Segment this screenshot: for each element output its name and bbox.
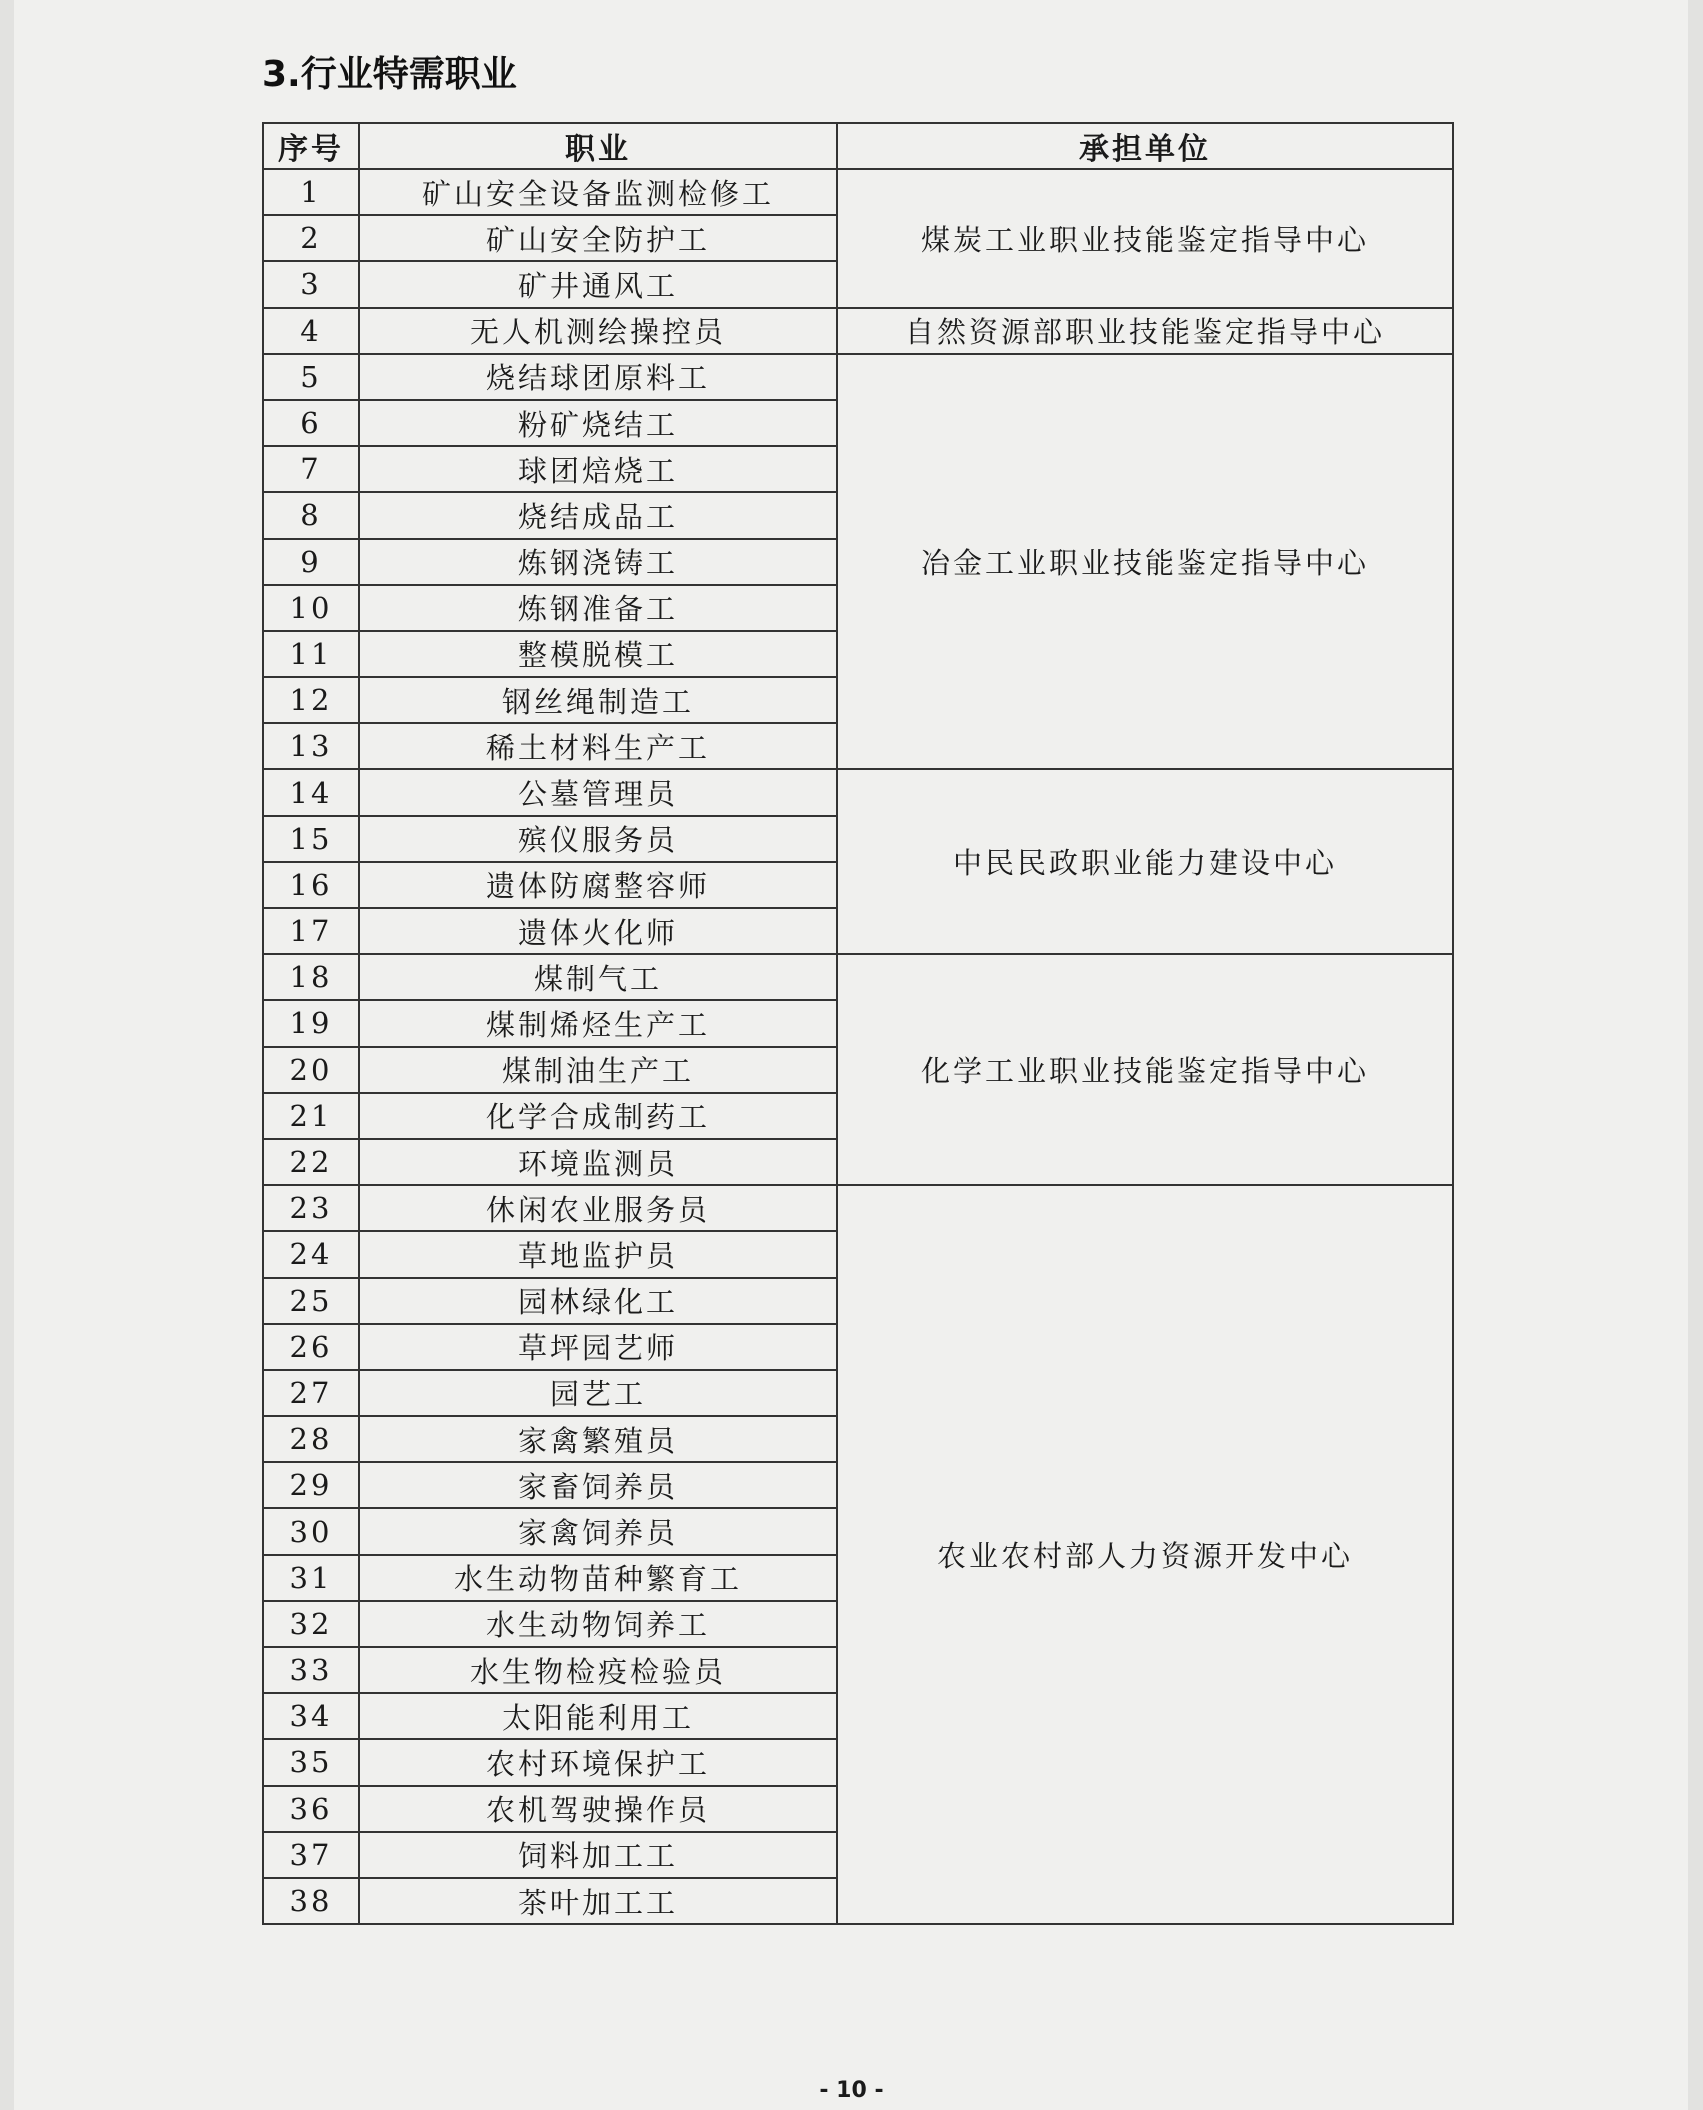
occupation-cell: 家畜饲养员 [359, 1462, 837, 1508]
serial-number-cell: 38 [263, 1878, 359, 1924]
serial-number-cell: 32 [263, 1601, 359, 1647]
occupation-cell: 水生动物饲养工 [359, 1601, 837, 1647]
serial-number-cell: 16 [263, 862, 359, 908]
table-row [263, 308, 1453, 354]
occupation-cell: 水生物检疫检验员 [359, 1647, 837, 1693]
serial-number-cell: 30 [263, 1508, 359, 1554]
occupation-cell: 家禽饲养员 [359, 1508, 837, 1554]
occupation-cell: 遗体防腐整容师 [359, 862, 837, 908]
page-number: - 10 - [819, 2078, 884, 2103]
occupation-cell: 家禽繁殖员 [359, 1416, 837, 1462]
occupation-cell: 烧结球团原料工 [359, 354, 837, 400]
occupation-cell: 无人机测绘操控员 [359, 308, 837, 354]
occupation-cell: 矿井通风工 [359, 261, 837, 307]
serial-number-cell: 26 [263, 1324, 359, 1370]
occupation-cell: 太阳能利用工 [359, 1693, 837, 1739]
serial-number-cell: 13 [263, 723, 359, 769]
serial-number-cell: 23 [263, 1185, 359, 1231]
occupation-cell: 公墓管理员 [359, 769, 837, 815]
occupation-cell: 整模脱模工 [359, 631, 837, 677]
serial-number-cell: 1 [263, 169, 359, 215]
occupation-cell: 烧结成品工 [359, 492, 837, 538]
responsible-unit-cell: 中民民政职业能力建设中心 [837, 769, 1453, 954]
serial-number-cell: 27 [263, 1370, 359, 1416]
serial-number-cell: 5 [263, 354, 359, 400]
occupation-cell: 稀土材料生产工 [359, 723, 837, 769]
occupation-cell: 草坪园艺师 [359, 1324, 837, 1370]
header-responsible-unit: 承担单位 [837, 123, 1453, 169]
responsible-unit-cell: 冶金工业职业技能鉴定指导中心 [837, 354, 1453, 770]
table-row [263, 354, 1453, 400]
occupation-cell: 农机驾驶操作员 [359, 1786, 837, 1832]
table-row [263, 169, 1453, 215]
serial-number-cell: 36 [263, 1786, 359, 1832]
occupation-cell: 农村环境保护工 [359, 1739, 837, 1785]
table-row [263, 954, 1453, 1000]
occupation-cell: 化学合成制药工 [359, 1093, 837, 1139]
occupation-cell: 遗体火化师 [359, 908, 837, 954]
section-title: 3.行业特需职业 [262, 54, 517, 95]
occupation-cell: 球团焙烧工 [359, 446, 837, 492]
serial-number-cell: 6 [263, 400, 359, 446]
occupation-cell: 休闲农业服务员 [359, 1185, 837, 1231]
serial-number-cell: 25 [263, 1278, 359, 1324]
occupation-cell: 矿山安全设备监测检修工 [359, 169, 837, 215]
header-serial-number: 序号 [263, 123, 359, 169]
serial-number-cell: 33 [263, 1647, 359, 1693]
serial-number-cell: 34 [263, 1693, 359, 1739]
occupation-cell: 环境监测员 [359, 1139, 837, 1185]
serial-number-cell: 4 [263, 308, 359, 354]
serial-number-cell: 28 [263, 1416, 359, 1462]
table-header-row [263, 123, 1453, 169]
occupation-cell: 殡仪服务员 [359, 816, 837, 862]
serial-number-cell: 21 [263, 1093, 359, 1139]
serial-number-cell: 15 [263, 816, 359, 862]
responsible-unit-cell: 自然资源部职业技能鉴定指导中心 [837, 308, 1453, 354]
occupation-cell: 煤制烯烃生产工 [359, 1000, 837, 1046]
serial-number-cell: 8 [263, 492, 359, 538]
table-row [263, 1185, 1453, 1231]
serial-number-cell: 11 [263, 631, 359, 677]
serial-number-cell: 3 [263, 261, 359, 307]
serial-number-cell: 10 [263, 585, 359, 631]
serial-number-cell: 17 [263, 908, 359, 954]
occupation-cell: 园林绿化工 [359, 1278, 837, 1324]
serial-number-cell: 2 [263, 215, 359, 261]
serial-number-cell: 37 [263, 1832, 359, 1878]
serial-number-cell: 31 [263, 1555, 359, 1601]
header-occupation: 职业 [359, 123, 837, 169]
serial-number-cell: 24 [263, 1231, 359, 1277]
serial-number-cell: 9 [263, 539, 359, 585]
serial-number-cell: 22 [263, 1139, 359, 1185]
occupation-cell: 草地监护员 [359, 1231, 837, 1277]
serial-number-cell: 12 [263, 677, 359, 723]
serial-number-cell: 7 [263, 446, 359, 492]
serial-number-cell: 29 [263, 1462, 359, 1508]
occupation-cell: 煤制气工 [359, 954, 837, 1000]
serial-number-cell: 19 [263, 1000, 359, 1046]
occupation-cell: 水生动物苗种繁育工 [359, 1555, 837, 1601]
occupation-cell: 炼钢浇铸工 [359, 539, 837, 585]
occupation-cell: 茶叶加工工 [359, 1878, 837, 1924]
occupation-cell: 饲料加工工 [359, 1832, 837, 1878]
occupation-table [262, 122, 1454, 1925]
responsible-unit-cell: 化学工业职业技能鉴定指导中心 [837, 954, 1453, 1185]
serial-number-cell: 18 [263, 954, 359, 1000]
occupation-cell: 矿山安全防护工 [359, 215, 837, 261]
table-row [263, 769, 1453, 815]
occupation-cell: 钢丝绳制造工 [359, 677, 837, 723]
serial-number-cell: 35 [263, 1739, 359, 1785]
responsible-unit-cell: 农业农村部人力资源开发中心 [837, 1185, 1453, 1924]
occupation-cell: 粉矿烧结工 [359, 400, 837, 446]
responsible-unit-cell: 煤炭工业职业技能鉴定指导中心 [837, 169, 1453, 308]
serial-number-cell: 14 [263, 769, 359, 815]
serial-number-cell: 20 [263, 1047, 359, 1093]
table-body [263, 169, 1453, 1924]
occupation-cell: 煤制油生产工 [359, 1047, 837, 1093]
occupation-cell: 炼钢准备工 [359, 585, 837, 631]
occupation-cell: 园艺工 [359, 1370, 837, 1416]
